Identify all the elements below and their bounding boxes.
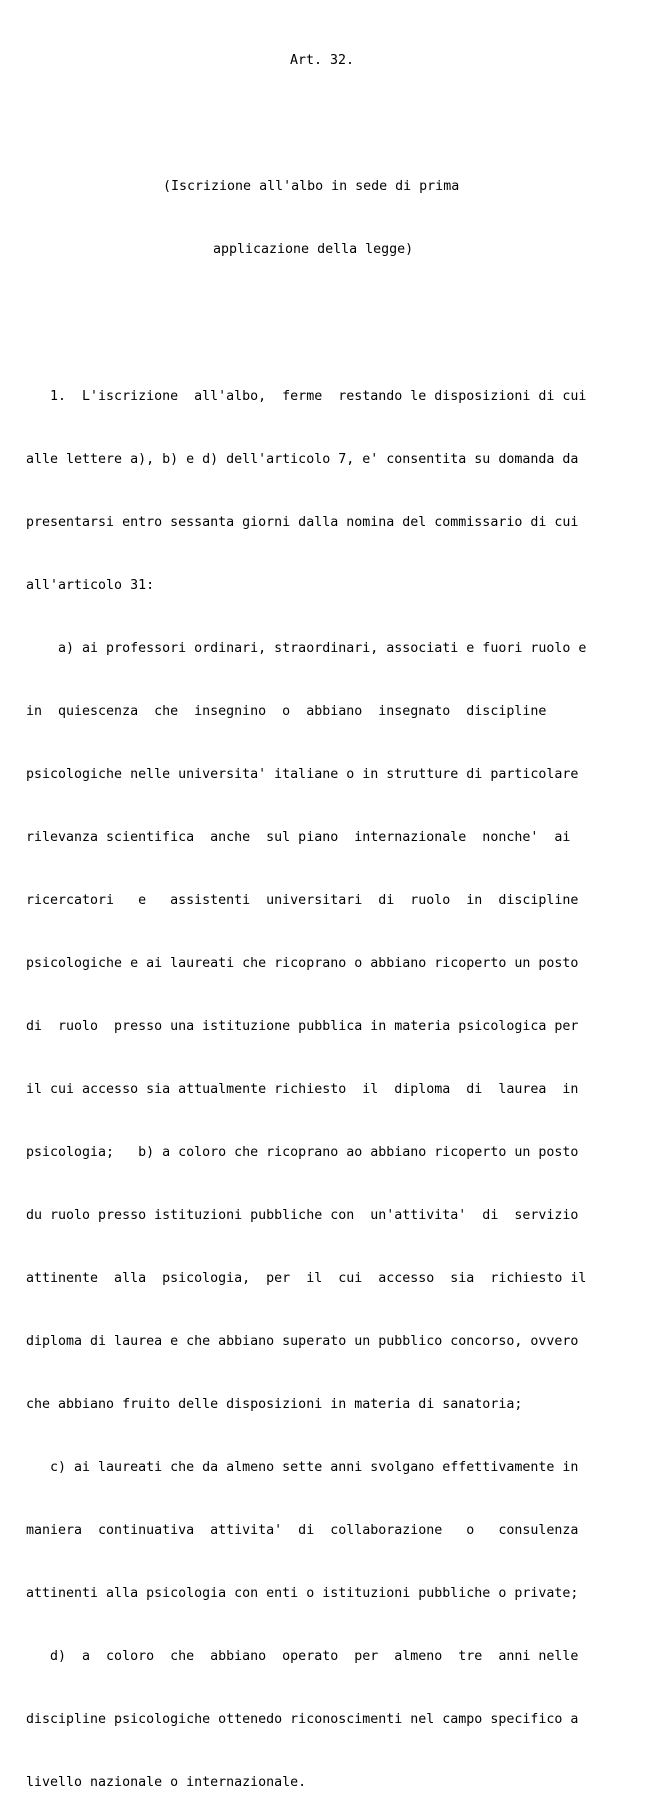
- body-line: du ruolo presso istituzioni pubbliche con un'attivita' di servizio: [26, 1208, 579, 1223]
- body-line: diploma di laurea e che abbiano superato un pubblico concorso, ovvero: [26, 1334, 579, 1349]
- body-line: rilevanza scientifica anche sul piano internazionale nonche' ai: [26, 830, 571, 845]
- article-number: Art. 32.: [290, 53, 355, 68]
- document-body: [26, 8, 626, 1814]
- body-line: attinenti alla psicologia con enti o istituzioni pubbliche o private;: [26, 1586, 579, 1601]
- body-line: discipline psicologiche ottenedo riconoscimenti nel campo specifico a: [26, 1712, 579, 1727]
- body-line: presentarsi entro sessanta giorni dalla nomina del commissario di cui: [26, 515, 579, 530]
- body-line: d) a coloro che abbiano operato per almeno tre anni nelle: [26, 1649, 579, 1664]
- body-line: che abbiano fruito delle disposizioni in materia di sanatoria;: [26, 1397, 523, 1412]
- body-line: a) ai professori ordinari, straordinari, associati e fuori ruolo e: [26, 641, 587, 656]
- article-heading-line-1: (Iscrizione all'albo in sede di prima: [163, 179, 460, 194]
- body-line: di ruolo presso una istituzione pubblica in materia psicologica per: [26, 1019, 579, 1034]
- body-line: maniera continuativa attivita' di collaborazione o consulenza: [26, 1523, 579, 1538]
- body-line: c) ai laureati che da almeno sette anni svolgano effettivamente in: [26, 1460, 579, 1475]
- body-line: il cui accesso sia attualmente richiesto il diploma di laurea in: [26, 1082, 579, 1097]
- body-line: ricercatori e assistenti universitari di ruolo in discipline: [26, 893, 579, 908]
- body-line: 1. L'iscrizione all'albo, ferme restando le disposizioni di cui: [26, 389, 587, 404]
- body-line: psicologiche e ai laureati che ricoprano o abbiano ricoperto un posto: [26, 956, 579, 971]
- body-line: livello nazionale o internazionale.: [26, 1775, 307, 1790]
- blank-line: [26, 302, 626, 323]
- blank-line: [26, 113, 626, 134]
- body-line: psicologia; b) a coloro che ricoprano ao abbiano ricoperto un posto: [26, 1145, 579, 1160]
- body-line: attinente alla psicologia, per il cui accesso sia richiesto il: [26, 1271, 587, 1286]
- body-line: in quiescenza che insegnino o abbiano insegnato discipline: [26, 704, 547, 719]
- body-line: alle lettere a), b) e d) dell'articolo 7, e' consentita su domanda da: [26, 452, 579, 467]
- body-line: all'articolo 31:: [26, 578, 155, 593]
- article-heading-line-2: applicazione della legge): [213, 242, 414, 257]
- body-line: psicologiche nelle universita' italiane o in strutture di particolare: [26, 767, 579, 782]
